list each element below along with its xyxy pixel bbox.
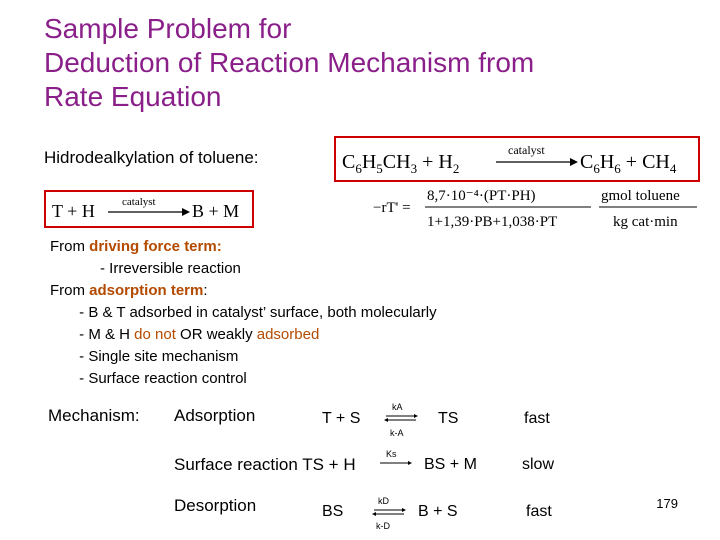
- main-arrow-label: catalyst: [508, 143, 545, 157]
- main-reaction-box: [334, 136, 700, 182]
- line3-prefix: From: [50, 282, 90, 299]
- short-reaction-rhs: B + M: [192, 201, 240, 221]
- step-adsorption-krev: k-A: [390, 428, 404, 438]
- main-reaction-svg: [336, 138, 698, 180]
- step-adsorption-speed: fast: [524, 410, 550, 427]
- step-surface-name: [174, 455, 356, 475]
- adsorbed-highlight: adsorbed: [256, 326, 320, 343]
- line5-mid: OR weakly: [175, 326, 257, 343]
- surface-name-text: Surface reaction: [174, 455, 298, 474]
- analysis-text: [50, 236, 610, 390]
- title-line-2: Deduction of Reaction Mechanism from: [44, 47, 535, 78]
- step-desorption-lhs: BS: [322, 503, 344, 520]
- short-reaction-box: [44, 190, 254, 228]
- equilibrium-arrow-1: [384, 412, 418, 424]
- line3-suffix: :: [203, 282, 208, 299]
- rate-equation: [365, 178, 700, 234]
- step-desorption-speed: fast: [526, 503, 552, 520]
- step-desorption-rhs: B + S: [418, 503, 458, 520]
- analysis-line-2: - Irreversible reaction: [50, 260, 241, 277]
- step-desorption-name: Desorption: [174, 496, 257, 515]
- step-adsorption-kfwd: kA: [392, 402, 403, 412]
- step-surface-speed: slow: [522, 456, 555, 473]
- rate-numerator: 8,7·10⁻⁴·(PT·PH): [427, 188, 536, 204]
- short-arrow-label: catalyst: [122, 196, 156, 208]
- short-reaction-svg: [46, 192, 252, 226]
- main-reaction-rhs: $C_6H_6 + CH_4$: [580, 151, 677, 176]
- main-arrow-head: [570, 158, 578, 166]
- line1-prefix: From: [50, 238, 90, 255]
- title-line-1: Sample Problem for: [44, 13, 292, 44]
- do-not-highlight: do not: [134, 326, 176, 343]
- page-number: 179: [656, 496, 678, 511]
- line5-prefix: - M & H: [50, 326, 135, 343]
- driving-force-term: driving force term:: [89, 238, 222, 255]
- adsorption-term: adsorption term: [89, 282, 204, 299]
- analysis-line-6: - Single site mechanism: [50, 348, 239, 365]
- short-reaction-lhs: T + H: [52, 201, 95, 221]
- step-surface-lhs: TS + H: [302, 455, 356, 474]
- step-desorption-kfwd: kD: [378, 496, 389, 506]
- equilibrium-arrow-3: [372, 506, 406, 518]
- rate-denominator: 1+1,39·PB+1,038·PT: [427, 214, 558, 230]
- step-surface-kfwd: Ks: [386, 449, 397, 459]
- step-desorption-krev: k-D: [376, 521, 390, 531]
- rate-unit-denominator: kg cat·min: [613, 214, 678, 230]
- step-surface-rhs: BS + M: [424, 456, 477, 473]
- analysis-line-5: [50, 324, 610, 346]
- rate-equation-svg: [365, 178, 700, 234]
- main-reaction-lhs: $C_6H_5CH_3 + H_2$: [342, 151, 460, 176]
- step-adsorption-lhs: T + S: [322, 410, 361, 427]
- short-arrow-head: [182, 208, 190, 216]
- analysis-line-3: [50, 280, 610, 302]
- step-adsorption-name: Adsorption: [174, 406, 256, 425]
- subtitle: Hidrodealkylation of toluene:: [44, 148, 259, 167]
- rate-unit-numerator: gmol toluene: [601, 188, 680, 204]
- rate-lhs: −rT' =: [373, 200, 411, 216]
- analysis-line-1: [50, 236, 610, 258]
- analysis-line-4: - B & T adsorbed in catalyst’ surface, both molecularly: [50, 304, 437, 321]
- step-adsorption-rhs: TS: [438, 410, 459, 427]
- forward-arrow-2: [378, 458, 414, 468]
- analysis-line-7: - Surface reaction control: [50, 370, 247, 387]
- slide-title: [44, 12, 684, 114]
- mechanism-label: Mechanism:: [48, 406, 140, 425]
- title-line-3: Rate Equation: [44, 81, 222, 112]
